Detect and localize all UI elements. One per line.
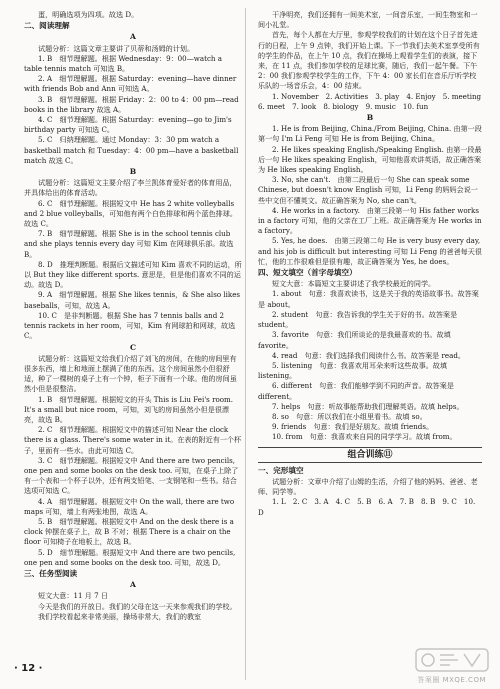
answer-paragraph: 8. D 推理判断题。根据后文描述可知 Kim 喜欢不同的运动，所以 But they like different sports. 意思是，但是他们喜欢不同的运动。故选 D。 [24,259,242,290]
answer-paragraph: 6. C 细节理解题。根据短文中 He has 2 white volleyballs and 2 blue volleyballs，可知他有两个白色排球和两个蓝色排球。故选 C。 [24,198,237,229]
answer-paragraph: 3. No, she can't. 由第二段最后一句 She can speak some Chinese, but doesn't know English 可知，Li Feng 的妈妈会说一些中文但不懂英文。故正确答案为 No, she can't。 [258,175,478,205]
answer-paragraph: 4. read 句意：我们选择我们阅读什么书。故答案是 read。 [272,350,465,360]
answer-paragraph: 2. student 句意：我告诉我的学生关于好的书。故答案是 student。 [258,309,458,330]
watermark-text: 答案圈 MXQE.COM [417,676,486,684]
answer-paragraph: 1. B 细节理解题。根据短文的开头 This is Liu Fei's room. It's a small but nice room，可知，刘飞的房间虽然小但是很漂亮，故选 B。 [24,394,233,424]
answer-paragraph: 5. B 细节理解题。根据短文中 And on the desk there is a clock 钟摆在桌子上，故 B 不对；根据 There is a chair on the floor 可知椅子在地板上，故选 B。 [24,516,234,547]
answer-paragraph: 5. C 归纳理解题。通过 Monday：3：30 pm watch a basketball match 和 Tuesday：4：00 pm—have a basketball match 故选 C。 [24,135,239,165]
answer-paragraph: 2. C 细节理解题。根据短文中的描述可知 Near the clock there is a glass. There's some water in it。在表的附近有一个杯子，里面有一些水。由此可知选 C。 [24,425,242,455]
answer-paragraph: 5. Yes, he does. 由第三段第二句 He is very busy every day, and his job is difficult but interesting 可知 Li Feng 的爸爸每天很忙，他的工作很难但是很有趣，故正确答案为 Yes, he does。 [258,236,482,266]
page-number: · 12 · [14,663,43,674]
answer-paragraph: 首先，每个人都在大厅里，参观学校我们的计划在这个日子首先进行的日程，上午 9 点钟，我们开始上课。下一节我们去美术室享受所有的学生的作品，在上午 10 点，我们在操场上观看学生们的表演，接下来，在 11 点，我们参加学校的足球比赛，随后，我们一起午餐。下午 2：00 我们参观学校学生的工作，下午 4：00 家长们在音乐厅听学校乐队的一场音乐会，4：00 结束。 [258,30,480,91]
answer-paragraph: 1. B 细节理解题。根据 Wednesday：9：00—watch a table tennis match 可知选 B。 [24,53,222,74]
passage-letter: A [130,580,136,590]
column-divider [245,8,246,680]
section-heading: 一、完形填空 [258,465,304,475]
section-heading: 三、任务型阅读 [24,568,78,578]
answer-paragraph: 试题分析：这篇短文给我们介绍了刘飞的房间，在他的房间里有很多东西，墙上和地面上摆满了他的东西。这个房间虽然小但很舒适，种了一棵树的桌子上有一个钟，柜子下面有一个球。他的房间虽然小但是很整洁。 [24,353,237,394]
answer-paragraph: 试题分析：这篇文章主要讲了贝蒂和汤姆的计划。 [38,43,195,53]
answer-paragraph: 试题分析：这篇短文主要介绍了李兰凯体育爱好者的体育用品，并具体给出的体育活动。 [24,178,237,198]
answer-paragraph: 我们学校看起来非常美丽，操场非常大，我们的教室 [38,611,202,621]
section-heading: 二、阅读理解 [24,21,70,31]
answer-paragraph: 9. A 细节理解题。根据 She likes tennis，& She also likes baseballs，可知，故选 A。 [24,290,241,310]
answer-paragraph: 2. He likes speaking English./Speaking English. 由第一段最后一句 He likes speaking English，可知他喜欢讲英语，故正确答案为 He likes speaking English。 [258,144,482,175]
answer-paragraph: 蛋，明确选项为四项。故选 D。 [38,10,139,19]
answer-paragraph: 8. so 句意：所以我们在小组里看书。故填 so。 [272,411,427,421]
answer-paragraph: 4. He works in a factory. 由第三段第一句 His father works in a factory 可知，他的父亲在工厂上班。故正确答案为 He works in a factory。 [258,205,482,236]
answer-paragraph: 1. November 2. Activities 3. play 4. Enjoy 5. meeting 6. meet 7. look 8. biology 9. music 10. fun [258,91,489,111]
answer-paragraph: 2. A 细节理解题。根据 Saturday：evening—have dinner with friends Bob and Ann 可知选 A。 [24,74,237,94]
answer-paragraph: 1. He is from Beijing, China./From Beijing, China. 由第一段第一句 I'm Li Feng 可知 He is from Beijing, China。 [258,124,482,144]
answer-paragraph: 5. listening 句意：我喜欢用耳朵来听这些故事。故填 listening。 [258,360,447,381]
answer-paragraph: 1. L 2. C 3. A 4. C 5. B 6. A 7. B 8. B 9. C 10. D [258,497,476,517]
answer-paragraph: 9. friends 句意：我们是好朋友。故填 friends。 [272,422,434,432]
answer-paragraph: 3. favorite 句意：我们所谈论的是我最喜欢的书。故填 favorite。 [258,330,451,350]
answer-paragraph: 1. about 句意：我喜欢读书，这是关于我的英语故事书。故答案是 about。 [258,289,479,309]
answer-paragraph: 4. C 细节理解题。根据 Saturday：evening—go to Jim's birthday party 可知选 C。 [24,115,232,135]
passage-letter: C [129,342,137,352]
passage-letter: B [366,113,374,123]
answer-paragraph: 干净明亮，我们还拥有一间美术室，一间音乐室，一间生物室和一间小礼堂。 [258,10,478,30]
right-column [258,10,489,518]
combo-training-heading: 组合训练⑪ [258,447,482,463]
section-heading: 四、短文填空（首字母填空） [258,268,357,278]
answer-paragraph: 10. from 句意：我喜欢来自同的同学学习。故填 from。 [272,432,457,442]
answer-paragraph: 3. C 细节理解题。根据短文中 And there are two pencils, one pen and some books on the desk too. 可知，在桌子上除了有一个表和一个杯子以外，还有两支铅笔、一支钢笔和一些书。结合选项可知选 C。 [24,455,239,496]
left-column [24,10,242,622]
answer-paragraph: 4. A 细节理解题。根据短文中 On the wall, there are two maps 可知，墙上有两张地图，故选 A。 [24,496,235,516]
answer-paragraph: 今天是我们的开放日。我们的父母在这一天来参观我们的学校。 [38,601,237,611]
answer-paragraph: 6. different 句意：我们能够学到不同的声音。故答案是 different。 [258,381,454,401]
answer-paragraph: 3. B 细节理解题。根据 Friday：2：00 to 4：00 pm—read books in the library 故选 A。 [24,94,239,114]
answer-paragraph: 5. D 细节理解题。根据短文中 And there are two pencils, one pen and some books on the desk too. 可知，故选 D。 [24,547,236,567]
passage-letter: A [130,32,136,42]
answer-paragraph: 试题分析：文章中介绍了山姆的生活，介绍了他的妈妈、爸爸、老师、同学等。 [258,476,478,497]
answer-paragraph: 10. C 是非判断题。根据 She has 7 tennis balls and 2 tennis rackets in her room，可知，Kim 有网球拍和网球，故选 C。 [24,310,236,341]
answer-paragraph: 短文大意：本篇短文主要讲述了我学校最近的同学。 [272,279,436,289]
passage-letter: B [129,167,137,177]
answer-paragraph: 短文大意：11 月 7 日 [38,591,108,601]
answer-paragraph: 7. B 细节理解题。根据 She is in the school tennis club and she plays tennis every day 可知 Kim 在网球俱乐部。故选 B。 [24,229,234,259]
answer-paragraph: 7. helps 句意：听故事能帮助我们理解英语。故填 helps。 [272,401,464,411]
